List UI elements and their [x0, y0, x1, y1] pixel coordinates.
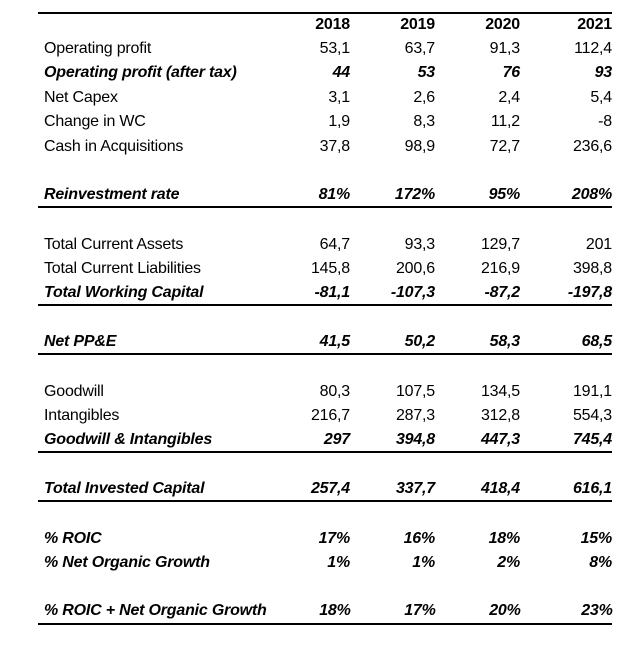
- row-value: -81,1: [314, 283, 350, 301]
- table-spacer-row: [38, 306, 612, 331]
- table-row: [38, 61, 612, 86]
- row-value: 64,7: [319, 235, 350, 253]
- table-row: [38, 527, 612, 552]
- row-value: 53,1: [319, 39, 350, 57]
- row-value: 93,3: [404, 235, 435, 253]
- table-row: [38, 184, 612, 209]
- table-spacer-row: [38, 159, 612, 184]
- row-value: 81%: [318, 185, 350, 203]
- table-row: [38, 600, 612, 625]
- table-row: [38, 282, 612, 307]
- table-row: [38, 478, 612, 503]
- row-value: 1,9: [328, 113, 350, 131]
- row-value: 201: [585, 235, 612, 253]
- table-row: [38, 135, 612, 160]
- table-row: [38, 404, 612, 429]
- row-value: 200,6: [395, 260, 435, 278]
- row-label: Operating profit (after tax): [44, 64, 237, 82]
- row-label: % ROIC: [44, 529, 102, 547]
- row-value: 447,3: [480, 430, 520, 448]
- row-value: 191,1: [572, 382, 612, 400]
- row-label: Cash in Acquisitions: [44, 137, 184, 155]
- row-value: 93: [594, 64, 612, 82]
- table-spacer-row: [38, 453, 612, 478]
- row-value: 23%: [581, 602, 613, 620]
- row-label: Total Invested Capital: [44, 479, 205, 497]
- table-spacer-row: [38, 208, 612, 233]
- row-label: Total Working Capital: [44, 283, 204, 301]
- row-label: Total Current Liabilities: [44, 260, 201, 278]
- row-value: 8,3: [413, 113, 435, 131]
- row-value: 63,7: [404, 39, 435, 57]
- row-value: 37,8: [319, 137, 350, 155]
- table-row: [38, 551, 612, 576]
- row-value: 20%: [489, 602, 521, 620]
- row-label: Intangibles: [44, 407, 120, 425]
- row-value: 394,8: [395, 430, 435, 448]
- row-value: -8: [598, 113, 612, 131]
- row-label: Goodwill & Intangibles: [44, 430, 213, 448]
- row-value: 216,9: [480, 260, 520, 278]
- row-value: 287,3: [395, 407, 435, 425]
- row-label: Total Current Assets: [44, 235, 184, 253]
- row-value: 72,7: [489, 137, 520, 155]
- column-header-2018: 2018: [315, 16, 350, 34]
- row-value: 172%: [394, 185, 435, 203]
- row-value: 337,7: [395, 479, 435, 497]
- table-row: [38, 429, 612, 454]
- financial-table: [38, 12, 612, 625]
- row-value: 68,5: [581, 332, 612, 350]
- table-row: [38, 257, 612, 282]
- row-label: Net PP&E: [44, 332, 117, 350]
- row-value: 418,4: [480, 479, 520, 497]
- row-value: 15%: [580, 529, 612, 547]
- row-value: -197,8: [567, 283, 612, 301]
- column-header-2021: 2021: [577, 16, 612, 34]
- row-label: % Net Organic Growth: [44, 554, 210, 572]
- row-value: 8%: [589, 554, 612, 572]
- table-row: [38, 331, 612, 356]
- row-value: 1%: [327, 554, 350, 572]
- row-value: -107,3: [390, 283, 435, 301]
- row-value: 1%: [412, 554, 435, 572]
- row-label: Reinvestment rate: [44, 185, 180, 203]
- row-value: 208%: [571, 185, 612, 203]
- row-value: 53: [417, 64, 435, 82]
- row-label: % ROIC + Net Organic Growth: [44, 602, 267, 620]
- row-value: 312,8: [480, 407, 520, 425]
- row-value: 76: [502, 64, 520, 82]
- table-row: [38, 233, 612, 258]
- row-value: 216,7: [310, 407, 350, 425]
- row-value: 50,2: [404, 332, 435, 350]
- row-value: 17%: [318, 529, 350, 547]
- row-label: Net Capex: [44, 88, 118, 106]
- table-spacer-row: [38, 355, 612, 380]
- row-value: 44: [332, 64, 350, 82]
- row-value: 745,4: [572, 430, 612, 448]
- column-header-2019: 2019: [400, 16, 435, 34]
- row-label: Change in WC: [44, 113, 146, 131]
- row-value: 616,1: [572, 479, 612, 497]
- table-row: [38, 86, 612, 111]
- row-value: 18%: [319, 602, 351, 620]
- row-value: 2,4: [498, 88, 520, 106]
- row-value: 257,4: [310, 479, 350, 497]
- row-value: 107,5: [395, 382, 435, 400]
- row-value: 80,3: [319, 382, 350, 400]
- row-label: Operating profit: [44, 39, 152, 57]
- row-value: 98,9: [404, 137, 435, 155]
- table-spacer-row: [38, 576, 612, 601]
- table-row: [38, 110, 612, 135]
- row-value: 145,8: [310, 260, 350, 278]
- row-value: 11,2: [490, 113, 520, 131]
- row-value: 16%: [403, 529, 435, 547]
- row-value: 95%: [488, 185, 520, 203]
- table-spacer-row: [38, 502, 612, 527]
- row-value: 17%: [404, 602, 436, 620]
- row-value: 398,8: [572, 260, 612, 278]
- row-value: 58,3: [489, 332, 520, 350]
- column-header-2020: 2020: [485, 16, 520, 34]
- row-value: 297: [323, 430, 350, 448]
- row-value: 3,1: [328, 88, 350, 106]
- row-value: 91,3: [489, 39, 520, 57]
- table-row: [38, 380, 612, 405]
- row-value: 134,5: [480, 382, 520, 400]
- row-value: 2%: [497, 554, 520, 572]
- table-header-row: [38, 12, 612, 37]
- row-value: 18%: [488, 529, 520, 547]
- row-value: 2,6: [413, 88, 435, 106]
- table-body: [38, 37, 612, 625]
- row-value: 236,6: [572, 137, 612, 155]
- row-value: 112,4: [574, 39, 612, 57]
- row-value: 41,5: [319, 332, 350, 350]
- row-label: Goodwill: [44, 382, 104, 400]
- table-row: [38, 37, 612, 62]
- row-value: -87,2: [484, 283, 520, 301]
- row-value: 554,3: [572, 407, 612, 425]
- row-value: 129,7: [480, 235, 520, 253]
- row-value: 5,4: [590, 88, 612, 106]
